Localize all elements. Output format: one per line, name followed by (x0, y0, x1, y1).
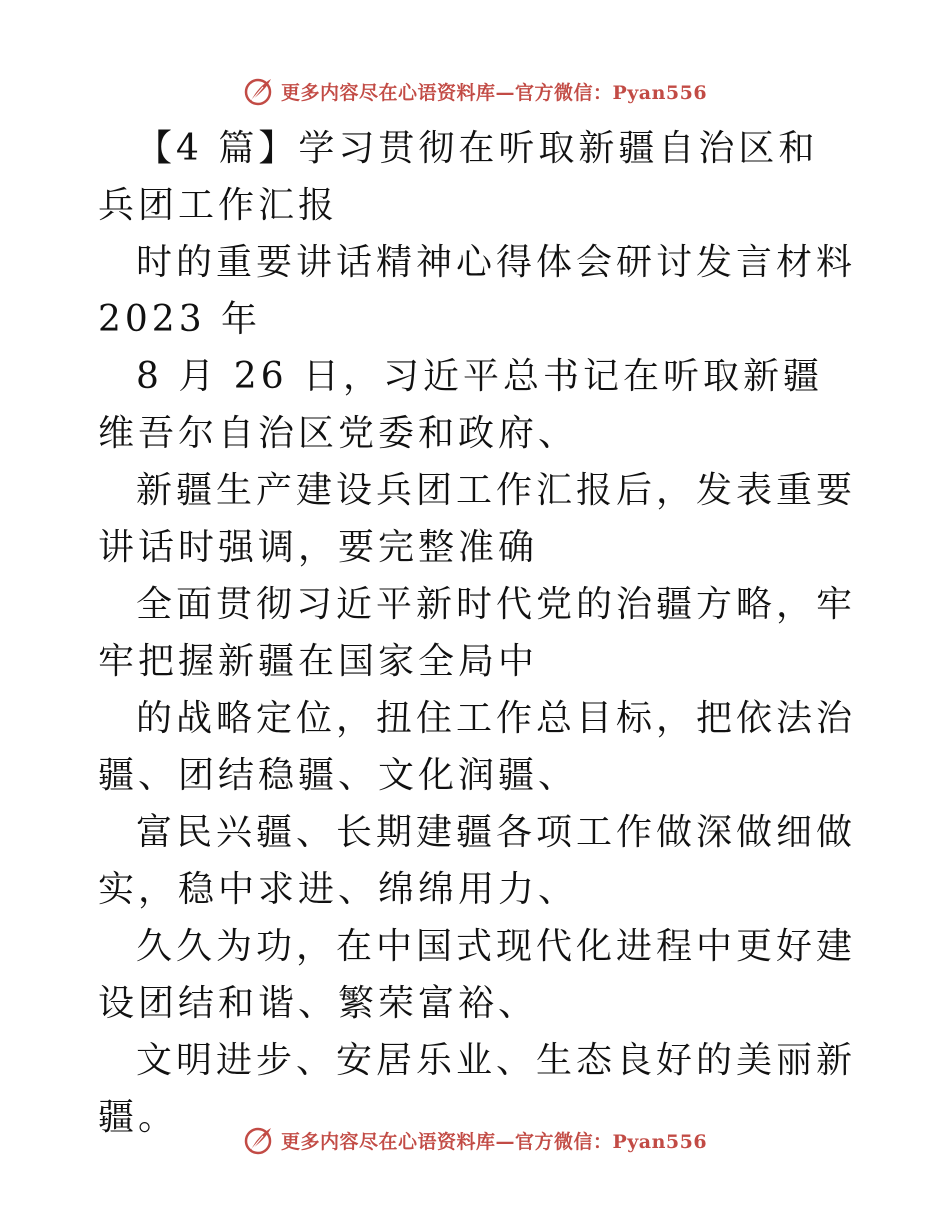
header-watermark-banner (0, 71, 950, 111)
paragraph: 文明进步、安居乐业、生态良好的美丽新疆。 (98, 1040, 857, 1138)
paragraph: 久久为功，在中国式现代化进程中更好建设团结和谐、繁荣富裕、 (98, 926, 857, 1024)
paragraph: 时的重要讲话精神心得体会研讨发言材料 2023 年 (98, 242, 857, 340)
paragraph: 的战略定位，扭住工作总目标，把依法治疆、团结稳疆、文化润疆、 (98, 698, 857, 796)
footer-watermark-banner (0, 1120, 950, 1160)
header-watermark-text: 更多内容尽在心语资料库—官方微信：Pyan556 (280, 81, 708, 104)
paragraph: 全面贯彻习近平新时代党的治疆方略，牢牢把握新疆在国家全局中 (98, 584, 857, 682)
feather-logo-icon (243, 75, 275, 107)
paragraph: 富民兴疆、长期建疆各项工作做深做细做实，稳中求进、绵绵用力、 (98, 812, 857, 910)
document-body (98, 120, 858, 1146)
footer-watermark-text: 更多内容尽在心语资料库—官方微信：Pyan556 (280, 1130, 708, 1153)
feather-logo-icon (243, 1124, 275, 1156)
paragraph: 8 月 26 日，习近平总书记在听取新疆维吾尔自治区党委和政府、 (98, 356, 824, 454)
paragraph-title: 【4 篇】学习贯彻在听取新疆自治区和兵团工作汇报 (98, 128, 819, 226)
paragraph: 新疆生产建设兵团工作汇报后，发表重要讲话时强调，要完整准确 (98, 470, 857, 568)
